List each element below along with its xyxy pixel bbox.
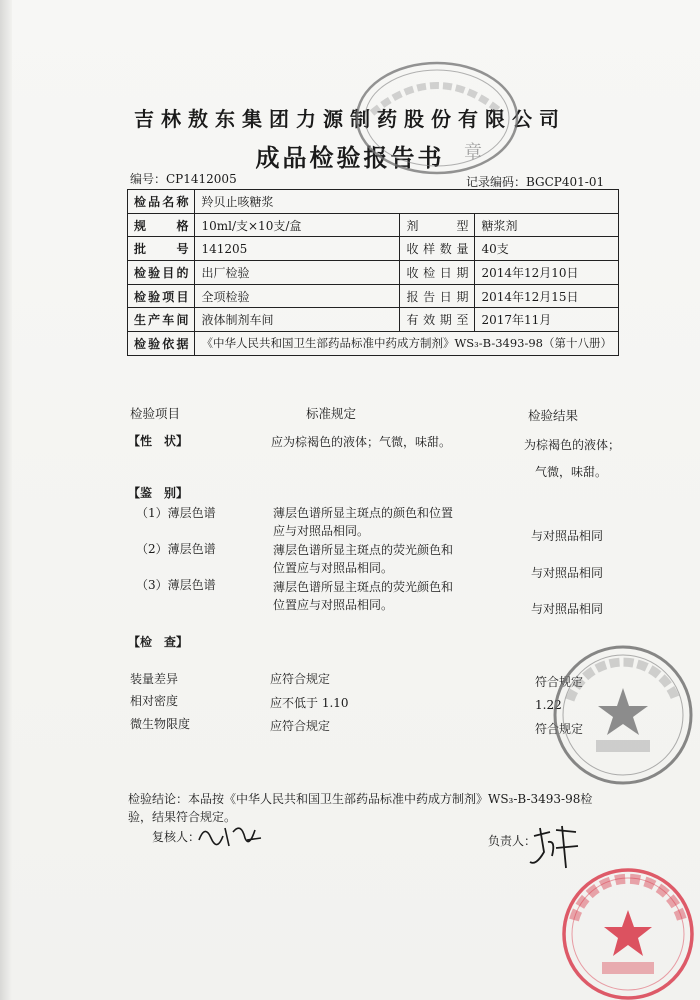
product-label: 检品名称 — [128, 190, 195, 214]
company-seal-bottom — [556, 862, 696, 1000]
table-row — [128, 190, 619, 214]
items-value: 全项检验 — [195, 284, 400, 308]
expiry-label: 有效期至 — [400, 308, 475, 332]
check-standard: 应符合规定 — [270, 672, 331, 686]
check-item: 相对密度 — [130, 694, 179, 708]
ident-result: 与对照品相同 — [531, 602, 604, 616]
ident-standard-line1: 薄层色谱所显主斑点的荧光颜色和 — [273, 580, 454, 594]
reviewer-signature — [195, 818, 265, 858]
purpose-label: 检验目的 — [128, 261, 195, 285]
workshop-value: 液体制剂车间 — [195, 308, 400, 332]
reviewer-label: 复核人： — [152, 830, 201, 844]
spec-label: 规 格 — [128, 213, 195, 237]
check-result: 符合规定 — [535, 675, 584, 689]
product-value: 羚贝止咳糖浆 — [195, 190, 619, 214]
responsible-label: 负责人： — [488, 834, 537, 848]
form-value: 糖浆剂 — [475, 213, 619, 237]
column-header-standard: 标准规定 — [306, 406, 357, 421]
section-identification: 【鉴 别】 — [128, 486, 189, 500]
conclusion-text: 检验结论：本品按《中华人民共和国卫生部药品标准中药成方制剂》WS₃-B-3493-98检验，结果符合规定。 — [128, 792, 593, 824]
info-table — [127, 189, 619, 356]
character-result-line1: 为棕褐色的液体； — [524, 438, 621, 452]
basis-value: 《中华人民共和国卫生部药品标准中药成方制剂》WS₃-B-3493-98（第十八册） — [195, 332, 619, 356]
company-seal-middle — [548, 640, 698, 790]
company-seal-top — [352, 58, 522, 178]
check-standard: 应符合规定 — [270, 719, 331, 733]
basis-label: 检验依据 — [128, 332, 195, 356]
report-number: 编号：CP1412005 — [130, 172, 237, 186]
table-row — [128, 261, 619, 285]
qty-label: 收样数量 — [400, 237, 475, 261]
check-item: 装量差异 — [130, 672, 179, 686]
table-row — [128, 237, 619, 261]
character-result-line2: 气微，味甜。 — [535, 465, 608, 479]
table-row — [128, 308, 619, 332]
svg-text:章: 章 — [464, 142, 482, 163]
spec-value: 10ml/支×10支/盒 — [195, 213, 400, 237]
expiry-value: 2017年11月 — [475, 308, 619, 332]
batch-value: 141205 — [195, 237, 400, 261]
table-row — [128, 332, 619, 356]
check-result: 1.22 — [535, 698, 562, 712]
column-header-result: 检验结果 — [528, 408, 579, 423]
character-standard: 应为棕褐色的液体；气微，味甜。 — [271, 435, 452, 449]
receive-date-value: 2014年12月10日 — [475, 261, 619, 285]
ident-standard-line1: 薄层色谱所显主斑点的颜色和位置 — [273, 506, 454, 520]
ident-result: 与对照品相同 — [531, 529, 604, 543]
section-check: 【检 查】 — [128, 635, 189, 649]
purpose-value: 出厂检验 — [195, 261, 400, 285]
ident-item: （1）薄层色谱 — [136, 506, 216, 520]
items-label: 检验项目 — [128, 284, 195, 308]
ident-standard-line2: 应与对照品相同。 — [273, 524, 370, 538]
ident-standard-line1: 薄层色谱所显主斑点的荧光颜色和 — [273, 543, 454, 557]
ident-standard-line2: 位置应与对照品相同。 — [273, 598, 394, 612]
check-standard: 应不低于 1.10 — [270, 696, 349, 710]
qty-value: 40支 — [475, 237, 619, 261]
receive-date-label: 收检日期 — [400, 261, 475, 285]
ident-item: （2）薄层色谱 — [136, 542, 216, 556]
section-character: 【性 状】 — [128, 434, 189, 448]
check-result: 符合规定 — [535, 722, 584, 736]
form-label: 剂 型 — [400, 213, 475, 237]
report-date-label: 报告日期 — [400, 284, 475, 308]
workshop-label: 生产车间 — [128, 308, 195, 332]
check-item: 微生物限度 — [130, 717, 191, 731]
document-title: 成品检验报告书 — [255, 143, 445, 172]
batch-label: 批 号 — [128, 237, 195, 261]
ident-result: 与对照品相同 — [531, 566, 604, 580]
column-header-item: 检验项目 — [130, 406, 181, 421]
report-date-value: 2014年12月15日 — [475, 284, 619, 308]
company-name: 吉林敖东集团力源制药股份有限公司 — [134, 107, 566, 131]
record-code: 记录编码：BGCP401-01 — [466, 175, 605, 189]
ident-item: （3）薄层色谱 — [136, 578, 216, 592]
ident-standard-line2: 位置应与对照品相同。 — [273, 561, 394, 575]
table-row — [128, 284, 619, 308]
table-row — [128, 213, 619, 237]
